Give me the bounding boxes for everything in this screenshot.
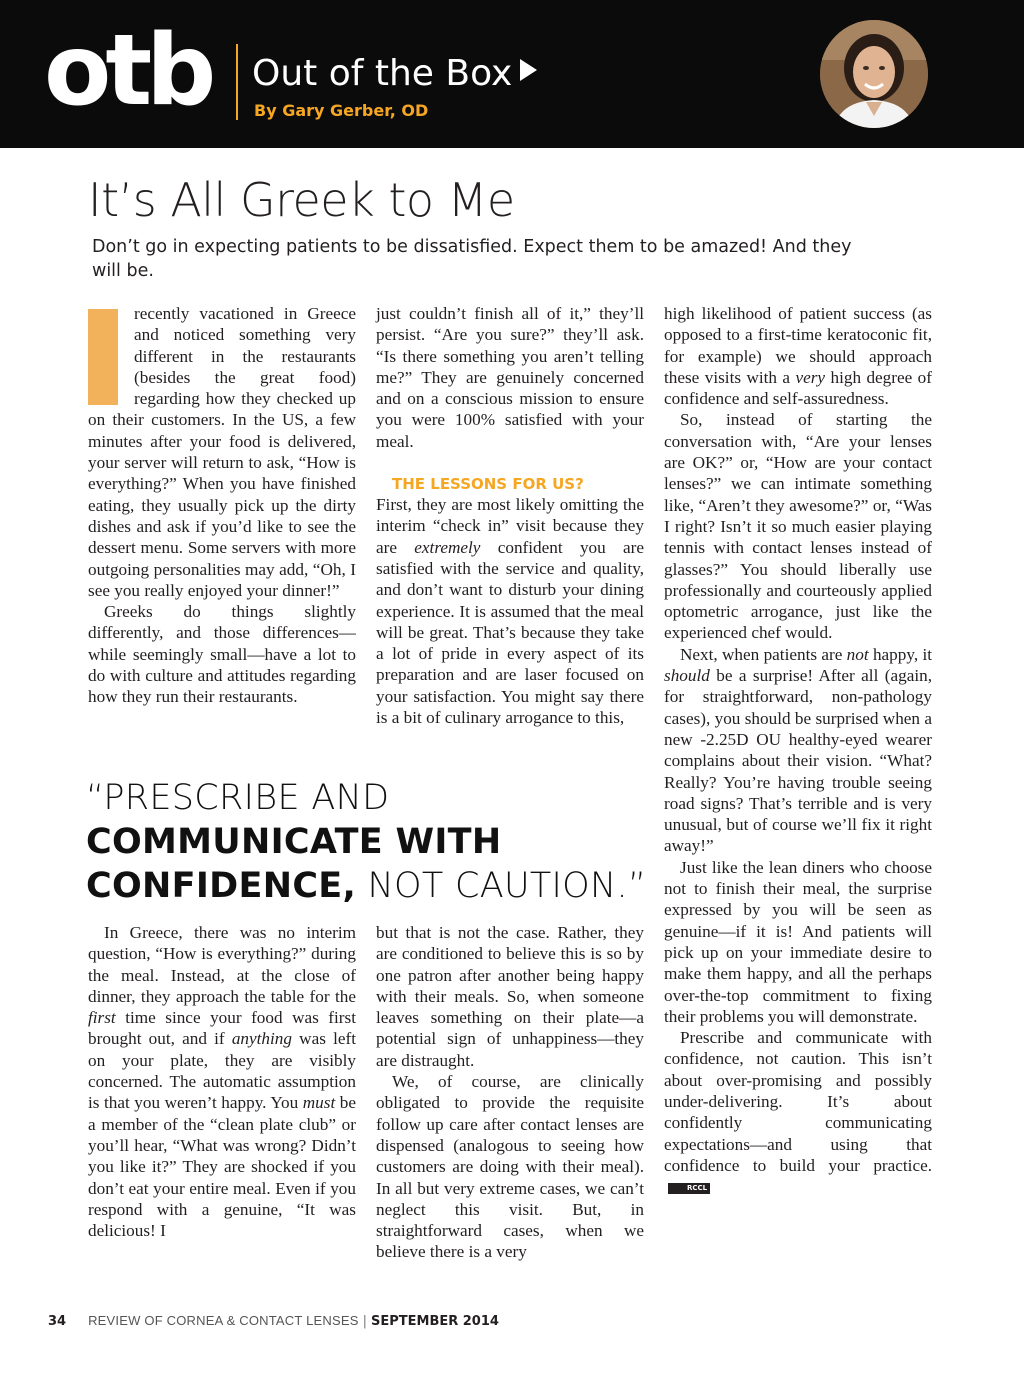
body-paragraph: but that is not the case. Rather, they are conditioned to believe this is so by one patron after another being happy with their meals. So, when someone leaves something on their plate—a potential sign of unhappiness—they are distraught. (376, 923, 644, 1070)
text-run: Next, when patients are (680, 644, 847, 664)
text-run: In Greece, there was no interim question, “How is everything?” during the meal. Instead, at the close of dinner, they approach the table for the (88, 923, 356, 1006)
body-paragraph: just couldn’t finish all of it,” they’ll persist. “Are you sure?” they’ll ask. “Is there something you aren’t telling me?” They are genuinely concerned and on a conscious mission to ensure you were 100% satisfied with your meal. (376, 304, 644, 451)
banner-divider (236, 44, 238, 120)
pull-quote-part-3: NOT CAUTION.” (367, 866, 647, 906)
text-run: Prescribe and communicate with confidence, not caution. This isn’t about over-promising and possibly under-delivering. It’s about confidently communicating expectations—and using that confidence to build your practice. (664, 1028, 932, 1175)
author-photo (820, 20, 928, 128)
text-run: First, they are most likely omitting the interim “check in” visit because they are (376, 495, 644, 557)
article-headline: It’s All Greek to Me (88, 173, 515, 227)
body-paragraph (664, 644, 932, 857)
emphasis-text: not (846, 644, 869, 664)
text-run: confident you are satisfied with the service and quality, and don’t want to disturb your dining experience. It is assumed that the meal will be great. That’s because they take a lot of pride in every aspect of its preparation and are laser focused on your satisfaction. You might say there is a bit of culinary arrogance to this, (376, 537, 645, 728)
emphasis-text: must (302, 1093, 336, 1113)
text-run: was left on your plate, they are visibly concerned. The automatic assumption is that you weren’t happy. You (88, 1029, 357, 1113)
column-2-top (376, 303, 644, 728)
header-banner (0, 0, 1024, 148)
dropcap (88, 309, 118, 405)
publication-name: REVIEW OF CORNEA & CONTACT LENSES (88, 1313, 359, 1328)
end-mark: RCCL (668, 1183, 710, 1194)
column-1-top (88, 303, 356, 708)
author-portrait-icon (820, 20, 928, 128)
author-byline: By Gary Gerber, OD (254, 101, 429, 120)
body-paragraph: Just like the lean diners who choose not to finish their meal, the surprise expressed by you will be seen as genuine—if it is! And patients will pick up on your immediate desire to make them happy, and all the perhaps over-the-top commitment to fixing their problems you will demonstrate. (664, 857, 932, 1026)
body-paragraph (88, 922, 356, 1241)
page-footer (48, 1313, 499, 1329)
column-2-bottom (376, 922, 644, 1263)
text-run: high degree of confidence and self-assuredness. (664, 367, 932, 409)
emphasis-text: anything (231, 1029, 292, 1049)
body-paragraph: recently vacationed in Greece and noticed something very different in the restaurants (besides the great food) regarding how they checked up on their customers. In the US, a few minutes after your food is delivered, your server will return to ask, “How is everything?” When you have finished eating, they usually pick up the dirty dishes and ask if you’d like to see the dessert menu. Some servers with more outgoing personalities may add, “Oh, I see you really enjoyed your dinner!” (88, 304, 356, 600)
pull-quote-part-1: “PRESCRIBE AND (86, 778, 390, 818)
section-subhead: THE LESSONS FOR US? (392, 475, 584, 494)
text-run: high likelihood of patient success (as opposed to a first-time keratoconic fit, for example) we should approach these visits with a (664, 304, 932, 387)
column-1-bottom (88, 922, 356, 1241)
body-paragraph (376, 494, 644, 728)
pull-quote (86, 776, 666, 908)
text-run: be a surprise! After all (again, for straightforward, non-pathology cases), you should be surprised when a new -2.25D OU healthy-eyed wearer complains about their vision. “What? Really? You’re having trouble seeing road signs? That’s terrible and is very unusual, but of course we’ll fix it right away!” (664, 666, 932, 856)
body-paragraph: So, instead of starting the conversation with, “Are your lenses are OK?” or, “How are your contact lenses?” we can intimate something like, “Aren’t they awesome?” or, “Was I right? Isn’t it so much easier playing tennis with contact lenses instead of glasses?” You should liberally use professionally and courteously applied optometric arrogance, just like the experienced chef would. (664, 410, 932, 643)
body-paragraph: Greeks do things slightly differently, and those differences—while seemingly small—have a lot to do with culture and attitudes regarding how they run their restaurants. (88, 602, 356, 707)
play-arrow-icon (520, 59, 537, 81)
emphasis-text: first (88, 1008, 116, 1028)
issue-date: SEPTEMBER 2014 (370, 1314, 499, 1329)
otb-logo: otb (44, 14, 211, 128)
body-paragraph: We, of course, are clinically obligated to provide the requisite follow up care after contact lenses are dispensed (analogous to seeing how customers are doing with their meal). In all but very extreme cases, we can’t neglect this visit. But, in straightforward cases, when we believe there is a very (376, 1072, 644, 1262)
pull-quote-part-2: COMMUNICATE WITH CONFIDENCE, (86, 822, 502, 906)
text-run: happy, it (868, 644, 932, 664)
emphasis-text: extremely (414, 537, 481, 557)
emphasis-text: very (795, 367, 826, 387)
body-paragraph (664, 1027, 932, 1197)
column-3 (664, 303, 932, 1197)
text-run: time since your food was first brought out, and if (88, 1008, 356, 1049)
emphasis-text: should (664, 666, 710, 686)
page-number: 34 (48, 1314, 67, 1329)
section-title (252, 53, 537, 94)
body-paragraph (664, 303, 932, 409)
article-deck: Don’t go in expecting patients to be dissatisfied. Expect them to be amazed! And they will be. (92, 237, 852, 281)
footer-separator: | (362, 1314, 367, 1329)
text-run: be a member of the “clean plate club” or you’ll hear, “What was wrong? Didn’t you like it?” They are shocked if you don’t eat your entire meal. Even if you respond with a genuine, “It was delicious! I (88, 1093, 356, 1241)
section-title-text: Out of the Box (252, 53, 513, 94)
